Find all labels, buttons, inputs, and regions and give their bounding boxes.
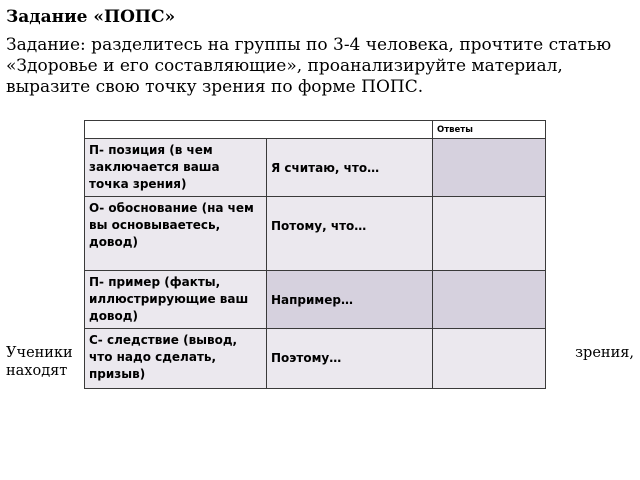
row-prompt-consequence: Поэтому…	[267, 329, 433, 389]
row-prompt-position: Я считаю, что…	[267, 139, 433, 197]
row-label-justification: О- обоснование (на чем вы основываетесь, довод)	[85, 197, 267, 271]
header-row	[85, 121, 546, 139]
popc-table	[84, 120, 546, 389]
row-label-consequence: С- следствие (вывод, что надо сделать, призыв)	[85, 329, 267, 389]
table-row	[85, 139, 546, 197]
row-prompt-example: Например…	[267, 271, 433, 329]
header-blank-cell	[85, 121, 433, 139]
students-text-left: Ученики	[6, 345, 73, 361]
answer-cell-example[interactable]	[433, 271, 546, 329]
row-prompt-justification: Потому, что…	[267, 197, 433, 271]
answer-cell-consequence[interactable]	[433, 329, 546, 389]
task-text: Задание: разделитесь на группы по 3-4 человека, прочтите статью «Здоровье и его составляющие», проанализируйте материал, выразите свою точку зрения по форме ПОПС.	[6, 35, 612, 97]
table-row	[85, 329, 546, 389]
answer-cell-justification[interactable]	[433, 197, 546, 271]
students-text-line2: находят	[6, 363, 68, 379]
table-row	[85, 197, 546, 271]
row-label-position: П- позиция (в чем заключается ваша точка зрения)	[85, 139, 267, 197]
table-row	[85, 271, 546, 329]
answers-header: Ответы	[433, 121, 546, 139]
row-label-example: П- пример (факты, иллюстрирующие ваш довод)	[85, 271, 267, 329]
answer-cell-position[interactable]	[433, 139, 546, 197]
students-text-right: зрения,	[575, 345, 634, 361]
page-title: Задание «ПОПС»	[6, 7, 176, 27]
